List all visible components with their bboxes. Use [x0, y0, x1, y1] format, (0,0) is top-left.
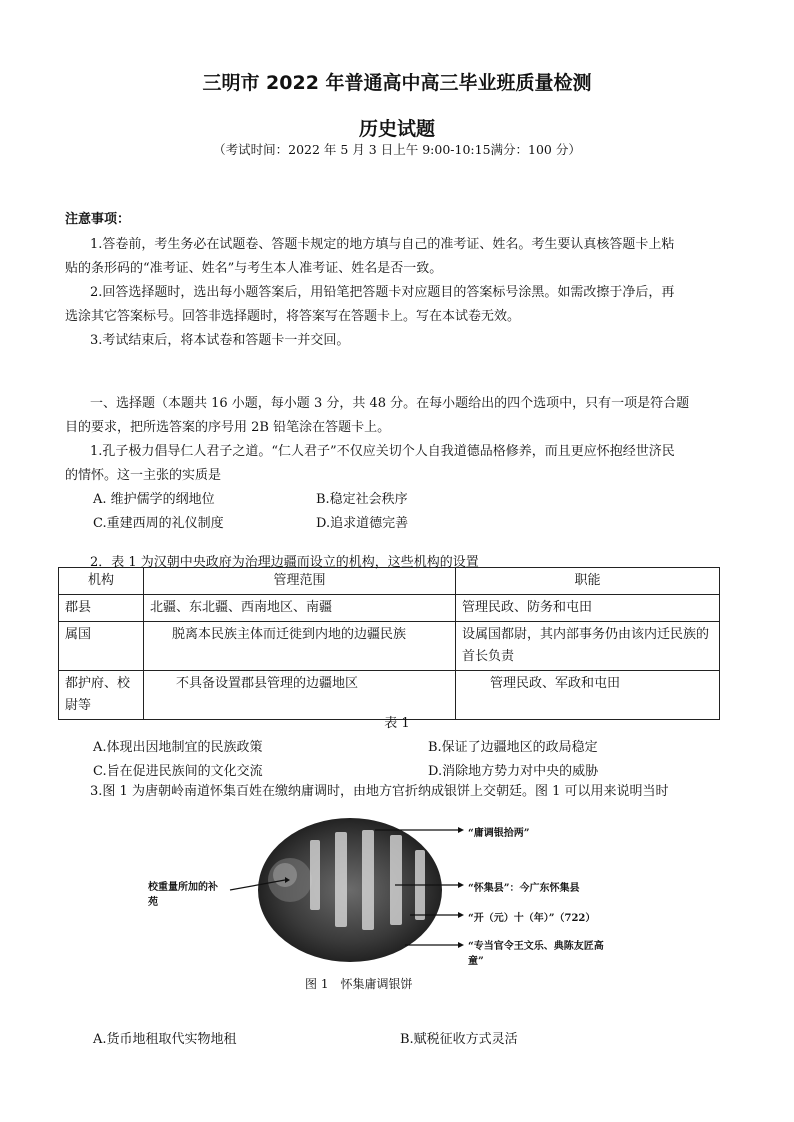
figure-label-left: 校重量所加的补苑 — [148, 882, 218, 908]
table-1 — [58, 567, 720, 720]
q2-option-b: B.保证了边疆地区的政局稳定 — [428, 740, 598, 755]
table-cell: 管理民政、防务和屯田 — [456, 595, 720, 622]
q1-option-d: D.追求道德完善 — [316, 516, 409, 531]
notice-item-2-line-2: 选涂其它答案标号。回答非选择题时，将答案写在答题卡上。写在本试卷无效。 — [65, 309, 521, 324]
table-cell: 脱离本民族主体而迁徙到内地的边疆民族 — [144, 622, 456, 671]
table-cell: 都护府、校尉等 — [59, 671, 144, 720]
figure-label-1: “庸调银拾两” — [468, 828, 530, 839]
q2-stem: 2．表 1 为汉朝中央政府为治理边疆而设立的机构，这些机构的设置 — [90, 555, 479, 570]
table-row — [59, 622, 720, 671]
table-header-cell: 机构 — [59, 568, 144, 595]
q2-option-c: C.旨在促进民族间的文化交流 — [93, 764, 263, 779]
figure-label-2: “怀集县”：今广东怀集县 — [468, 883, 580, 894]
q2-option-d: D.消除地方势力对中央的威胁 — [428, 764, 599, 779]
exam-info: （考试时间：2022 年 5 月 3 日上午 9:00-10:15满分：100 分） — [213, 142, 581, 157]
table-cell: 北疆、东北疆、西南地区、南疆 — [144, 595, 456, 622]
figure-label-4: “专当官令王文乐、典陈友匠高童” — [468, 941, 604, 967]
q1-option-c: C.重建西周的礼仪制度 — [93, 516, 224, 531]
table-header-cell: 职能 — [456, 568, 720, 595]
section1-intro-line-1: 一、选择题（本题共 16 小题，每小题 3 分，共 48 分。在每小题给出的四个选项中，只有一项是符合题 — [90, 396, 690, 411]
q2-option-a: A.体现出因地制宜的民族政策 — [93, 740, 263, 755]
table-cell: 管理民政、军政和屯田 — [456, 671, 720, 720]
exam-title: 三明市 2022 年普通高中高三毕业班质量检测 — [202, 72, 592, 94]
notice-item-1-line-2: 贴的条形码的“准考证、姓名”与考生本人准考证、姓名是否一致。 — [65, 261, 443, 276]
notice-heading: 注意事项： — [65, 212, 131, 227]
table-caption: 表 1 — [384, 716, 410, 731]
figure-caption: 图 1 怀集庸调银饼 — [305, 977, 413, 991]
notice-item-1-line-1: 1.答卷前，考生务必在试题卷、答题卡规定的地方填与自己的准考证、姓名。考生要认真核答题卡上粘 — [90, 237, 675, 252]
table-cell: 设属国都尉，其内部事务仍由该内迁民族的首长负责 — [456, 622, 720, 671]
notice-item-2-line-1: 2.回答选择题时，选出每小题答案后，用铅笔把答题卡对应题目的答案标号涂黑。如需改擦于净后，再 — [90, 285, 675, 300]
notice-item-3: 3.考试结束后，将本试卷和答题卡一并交回。 — [90, 333, 350, 348]
section1-intro-line-2: 目的要求，把所选答案的序号用 2B 铅笔涂在答题卡上。 — [65, 420, 391, 435]
table-cell: 属国 — [59, 622, 144, 671]
table-header-cell: 管理范围 — [144, 568, 456, 595]
table-row — [59, 595, 720, 622]
q3-option-a: A.货币地租取代实物地租 — [93, 1032, 237, 1047]
q3-option-b: B.赋税征收方式灵活 — [400, 1032, 518, 1047]
table-cell: 郡县 — [59, 595, 144, 622]
figure-label-3: “开（元）十（年）”（722） — [468, 913, 596, 924]
table-cell: 不具备设置郡县管理的边疆地区 — [144, 671, 456, 720]
q3-stem: 3.图 1 为唐朝岭南道怀集百姓在缴纳庸调时，由地方官折纳成银饼上交朝廷。图 1 可以用来说明当时 — [90, 784, 669, 799]
q1-stem-line-2: 的情怀。这一主张的实质是 — [65, 468, 222, 483]
table-header-row — [59, 568, 720, 595]
subject-title: 历史试题 — [358, 118, 435, 140]
q1-stem-line-1: 1.孔子极力倡导仁人君子之道。“仁人君子”不仅应关切个人自我道德品格修养，而且更应怀抱经世济民 — [90, 444, 675, 459]
q1-option-b: B.稳定社会秩序 — [316, 492, 408, 507]
q1-option-a: A. 维护儒学的纲地位 — [93, 492, 215, 507]
